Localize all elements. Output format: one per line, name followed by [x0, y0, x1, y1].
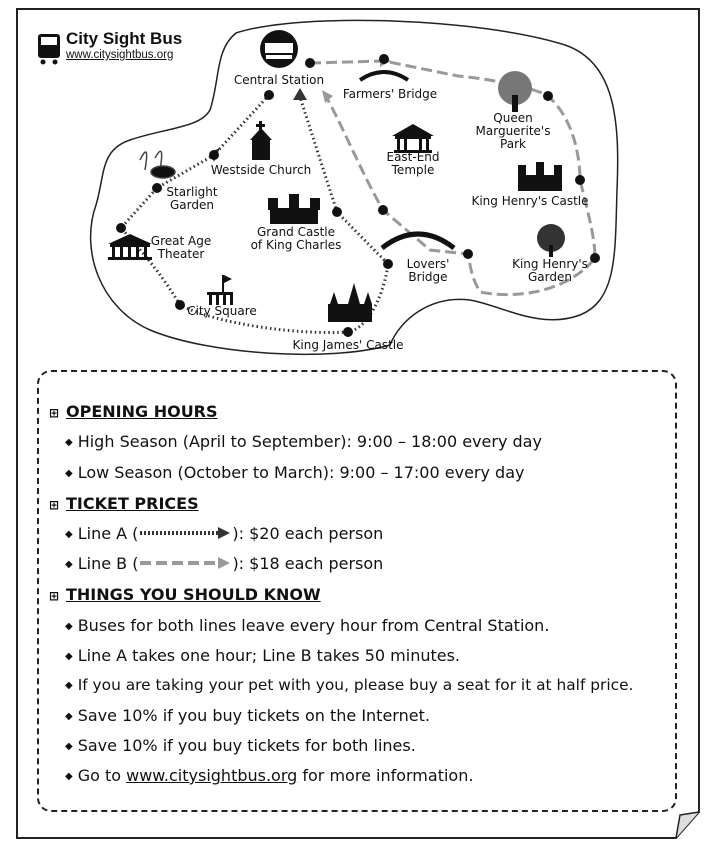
label-city-square: City Square [187, 304, 257, 318]
diamond-bullet-icon: ◆ [65, 711, 73, 722]
tree-icon-park [498, 71, 532, 112]
theater-icon [108, 234, 152, 260]
grid-bullet-icon: ⊞ [49, 498, 60, 512]
label-king-henrys-castle: King Henry's Castle [471, 194, 589, 208]
heading-things-to-know: THINGS YOU SHOULD KNOW [66, 585, 321, 604]
temple-icon [392, 124, 434, 153]
label-westside-church: Westside Church [210, 163, 312, 177]
grid-bullet-icon: ⊞ [49, 589, 60, 603]
label-great-age-theater: Great Age Theater [150, 234, 212, 261]
label-lovers-bridge: Lovers' Bridge [406, 257, 450, 284]
label-farmers-bridge: Farmers' Bridge [342, 87, 438, 101]
diamond-bullet-icon: ◆ [65, 741, 73, 752]
diamond-bullet-icon: ◆ [65, 559, 73, 570]
line-a-route [121, 95, 388, 333]
bus-icon [38, 34, 60, 65]
swan-icon [140, 151, 175, 178]
heading-opening-hours: OPENING HOURS [66, 402, 218, 421]
info-box [37, 370, 677, 812]
bridge-icon-farmers [360, 72, 408, 80]
castle-icon-james [328, 283, 372, 322]
section-ticket-prices [49, 494, 199, 513]
line-b-legend-icon [138, 556, 232, 570]
list-item: ◆ Buses for both lines leave every hour from Central Station. [65, 616, 550, 635]
diamond-bullet-icon: ◆ [65, 621, 73, 632]
label-queen-park: Queen Marguerite's Park [475, 111, 551, 151]
square-icon [207, 275, 233, 305]
label-central-station: Central Station [233, 73, 325, 87]
tree-icon-garden [537, 224, 565, 257]
list-item: ◆ High Season (April to September): 9:00 – 18:00 every day [65, 432, 542, 451]
label-east-end-temple: East-End Temple [386, 150, 440, 177]
grid-bullet-icon: ⊞ [49, 406, 60, 420]
list-item: ◆ Line A takes one hour; Line B takes 50 minutes. [65, 646, 461, 665]
line-a-legend-icon [138, 526, 232, 540]
heading-ticket-prices: TICKET PRICES [66, 494, 199, 513]
brand-title: City Sight Bus [66, 29, 183, 48]
section-opening-hours [49, 402, 218, 421]
diamond-bullet-icon: ◆ [65, 680, 73, 691]
list-item: ◆ Save 10% if you buy tickets on the Internet. [65, 706, 430, 725]
line-b-price: ◆ Line B ( ): $18 each person [65, 554, 384, 573]
church-icon [250, 121, 272, 160]
diamond-bullet-icon: ◆ [65, 771, 73, 782]
website-link[interactable]: www.citysightbus.org [126, 766, 298, 785]
label-starlight-garden: Starlight Garden [166, 185, 218, 212]
diamond-bullet-icon: ◆ [65, 437, 73, 448]
label-king-james-castle: King James' Castle [292, 338, 404, 352]
label-grand-castle: Grand Castle of King Charles [250, 225, 342, 252]
diamond-bullet-icon: ◆ [65, 529, 73, 540]
train-icon [260, 30, 298, 68]
section-things-to-know [49, 585, 321, 604]
diamond-bullet-icon: ◆ [65, 468, 73, 479]
brand-url[interactable]: www.citysightbus.org [66, 49, 174, 61]
label-king-henrys-garden: King Henry's Garden [512, 257, 588, 284]
list-item: ◆ Low Season (October to March): 9:00 – 17:00 every day [65, 463, 525, 482]
castle-icon-henry [518, 162, 562, 191]
list-item: ◆ Go to www.citysightbus.org for more information. [65, 766, 474, 785]
line-a-price: ◆ Line A ( ): $20 each person [65, 524, 384, 543]
list-item: ◆ Save 10% if you buy tickets for both lines. [65, 736, 416, 755]
castle-icon-charles [268, 194, 320, 224]
diamond-bullet-icon: ◆ [65, 651, 73, 662]
list-item: ◆ If you are taking your pet with you, please buy a seat for it at half price. [65, 676, 634, 694]
